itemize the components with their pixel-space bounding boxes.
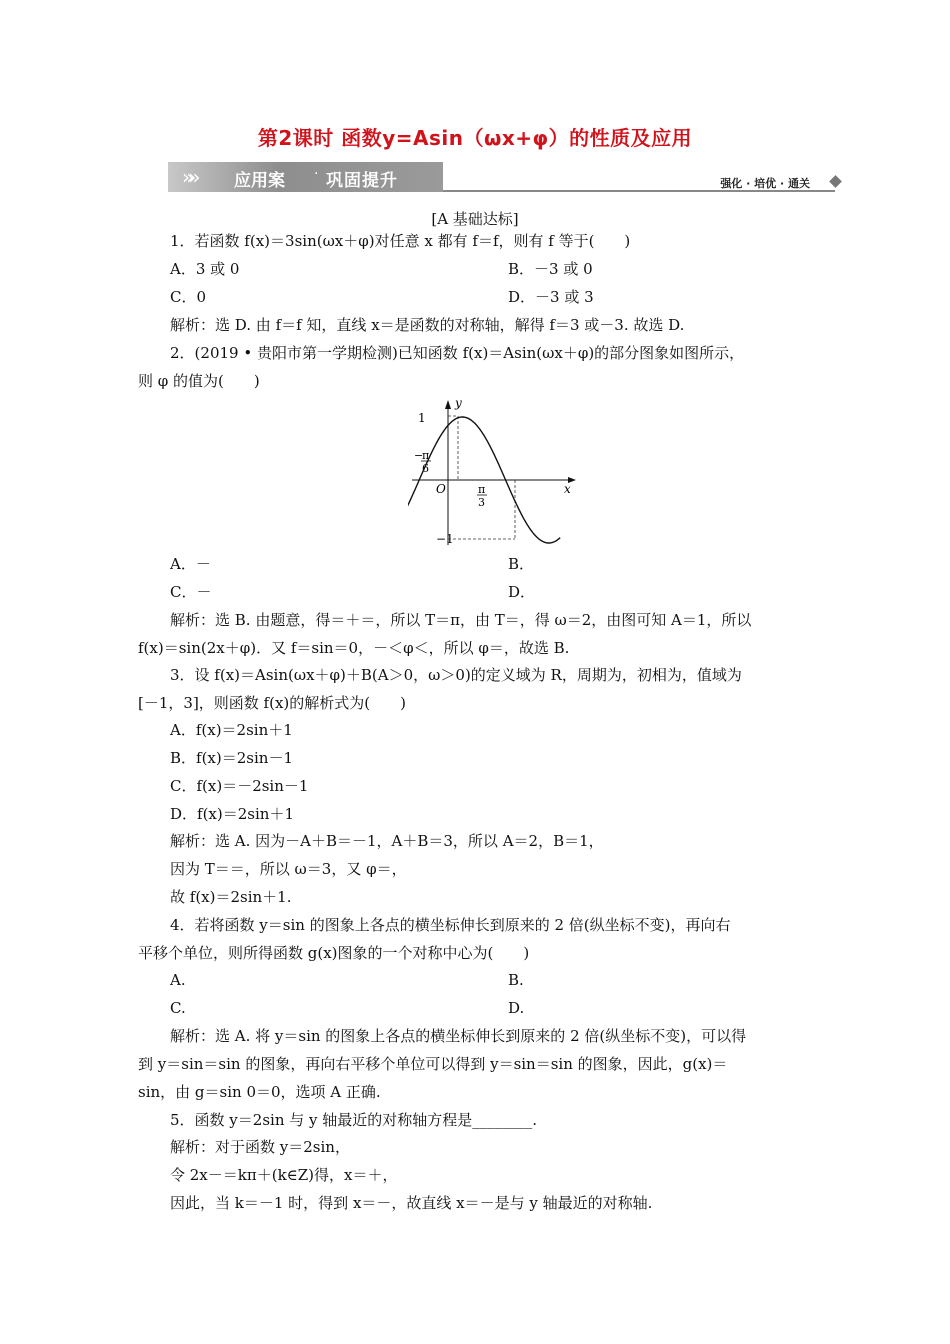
double-chevron-icon: »» <box>182 165 195 189</box>
q2-analysis-line1: 解析：选 B. 由题意，得＝＋＝，所以 T＝π，由 T＝，得 ω＝2，由图可知 A＝1，所以 <box>170 611 752 629</box>
denominator-3: 3 <box>478 496 485 509</box>
q1-option-b: B．－3 或 0 <box>508 260 593 278</box>
q3-option-d: D．f(x)＝2sin＋1 <box>170 805 294 823</box>
y-axis-label: y <box>455 396 462 410</box>
y-axis-arrow-icon <box>445 400 451 409</box>
section-banner <box>168 162 840 192</box>
sine-graph-figure <box>408 395 578 555</box>
q2-analysis-line2: f(x)＝sin(2x＋φ)．又 f＝sin＝0，－＜φ＜，所以 φ＝，故选 B. <box>138 639 570 657</box>
pi-numerator-2: π <box>478 483 486 496</box>
q4-stem-line1: 4．若将函数 y＝sin 的图象上各点的横坐标伸长到原来的 2 倍(纵坐标不变)，再向右 <box>170 916 731 934</box>
banner-tagline: 强化 · 培优 · 通关 <box>720 177 810 190</box>
q5-analysis-line1: 解析：对于函数 y＝2sin， <box>170 1138 350 1156</box>
y-tick-1-label: 1 <box>418 411 426 425</box>
q2-option-c: C．－ <box>170 583 212 601</box>
q3-option-a: A．f(x)＝2sin＋1 <box>170 721 293 739</box>
q3-analysis-line3: 故 f(x)＝2sin＋1. <box>170 888 292 906</box>
q1-option-d: D．－3 或 3 <box>508 288 594 306</box>
banner-bar <box>168 162 443 192</box>
diamond-icon <box>829 175 842 188</box>
q4-stem-line2: 平移个单位，则所得函数 g(x)图象的一个对称中心为( ) <box>138 944 530 962</box>
q2-stem-line2: 则 φ 的值为( ) <box>138 372 260 390</box>
denominator-6: 6 <box>422 462 429 475</box>
page-title: 第2课时 函数y=Asin（ωx+φ）的性质及应用 <box>257 126 693 150</box>
section-heading: [A 基础达标] <box>431 210 519 228</box>
q3-option-b: B．f(x)＝2sin－1 <box>170 749 293 767</box>
q4-option-d: D. <box>508 999 525 1017</box>
x-axis-label: x <box>564 482 571 496</box>
q2-option-a: A．－ <box>170 555 211 573</box>
banner-separator: · <box>314 166 319 182</box>
q5-analysis-line3: 因此，当 k＝－1 时，得到 x＝－，故直线 x＝－是与 y 轴最近的对称轴. <box>170 1194 653 1212</box>
q4-analysis-line3: sin，由 g＝sin 0＝0，选项 A 正确. <box>138 1083 381 1101</box>
q4-option-c: C. <box>170 999 186 1017</box>
q3-stem-line2: [－1，3]，则函数 f(x)的解析式为( ) <box>138 694 406 712</box>
q3-analysis-line2: 因为 T＝＝，所以 ω＝3，又 φ＝， <box>170 860 407 878</box>
q3-option-c: C．f(x)＝－2sin－1 <box>170 777 309 795</box>
q3-analysis-line1: 解析：选 A. 因为－A＋B＝－1，A＋B＝3，所以 A＝2，B＝1， <box>170 832 604 850</box>
neg-sign: − <box>414 449 424 462</box>
q1-option-a: A．3 或 0 <box>170 260 240 278</box>
q2-option-b: B． <box>508 555 535 573</box>
banner-label-left: 应用案 <box>234 171 285 191</box>
q4-option-b: B. <box>508 971 524 989</box>
y-tick-neg1-label: −1 <box>436 532 454 546</box>
q5-analysis-line2: 令 2x－＝kπ＋(k∈Z)得，x＝＋， <box>170 1166 398 1184</box>
q4-analysis-line2: 到 y＝sin＝sin 的图象，再向右平移个单位可以得到 y＝sin＝sin 的图象，因此，g(x)＝ <box>138 1055 728 1073</box>
pi-numerator: π <box>422 449 430 462</box>
q4-option-a: A. <box>170 971 186 989</box>
q4-analysis-line1: 解析：选 A. 将 y＝sin 的图象上各点的横坐标伸长到原来的 2 倍(纵坐标不变)，可以得 <box>170 1027 747 1045</box>
q2-stem-line1: 2．(2019 • 贵阳市第一学期检测)已知函数 f(x)＝Asin(ωx＋φ)的部分图象如图所示， <box>170 344 745 362</box>
q2-option-d: D． <box>508 583 536 601</box>
q5-stem: 5．函数 y＝2sin 与 y 轴最近的对称轴方程是________. <box>170 1111 538 1129</box>
q1-option-c: C．0 <box>170 288 207 306</box>
origin-label: O <box>436 482 446 496</box>
q1-analysis: 解析：选 D. 由 f＝f 知，直线 x＝是函数的对称轴，解得 f＝3 或－3. 故选 D. <box>170 316 685 334</box>
banner-label-right: 巩固提升 <box>326 171 398 191</box>
q1-stem: 1．若函数 f(x)＝3sin(ωx＋φ)对任意 x 都有 f＝f，则有 f 等于( ) <box>170 232 631 250</box>
q3-stem-line1: 3．设 f(x)＝Asin(ωx＋φ)＋B(A＞0，ω＞0)的定义域为 R，周期为，初相为，值域为 <box>170 666 742 684</box>
